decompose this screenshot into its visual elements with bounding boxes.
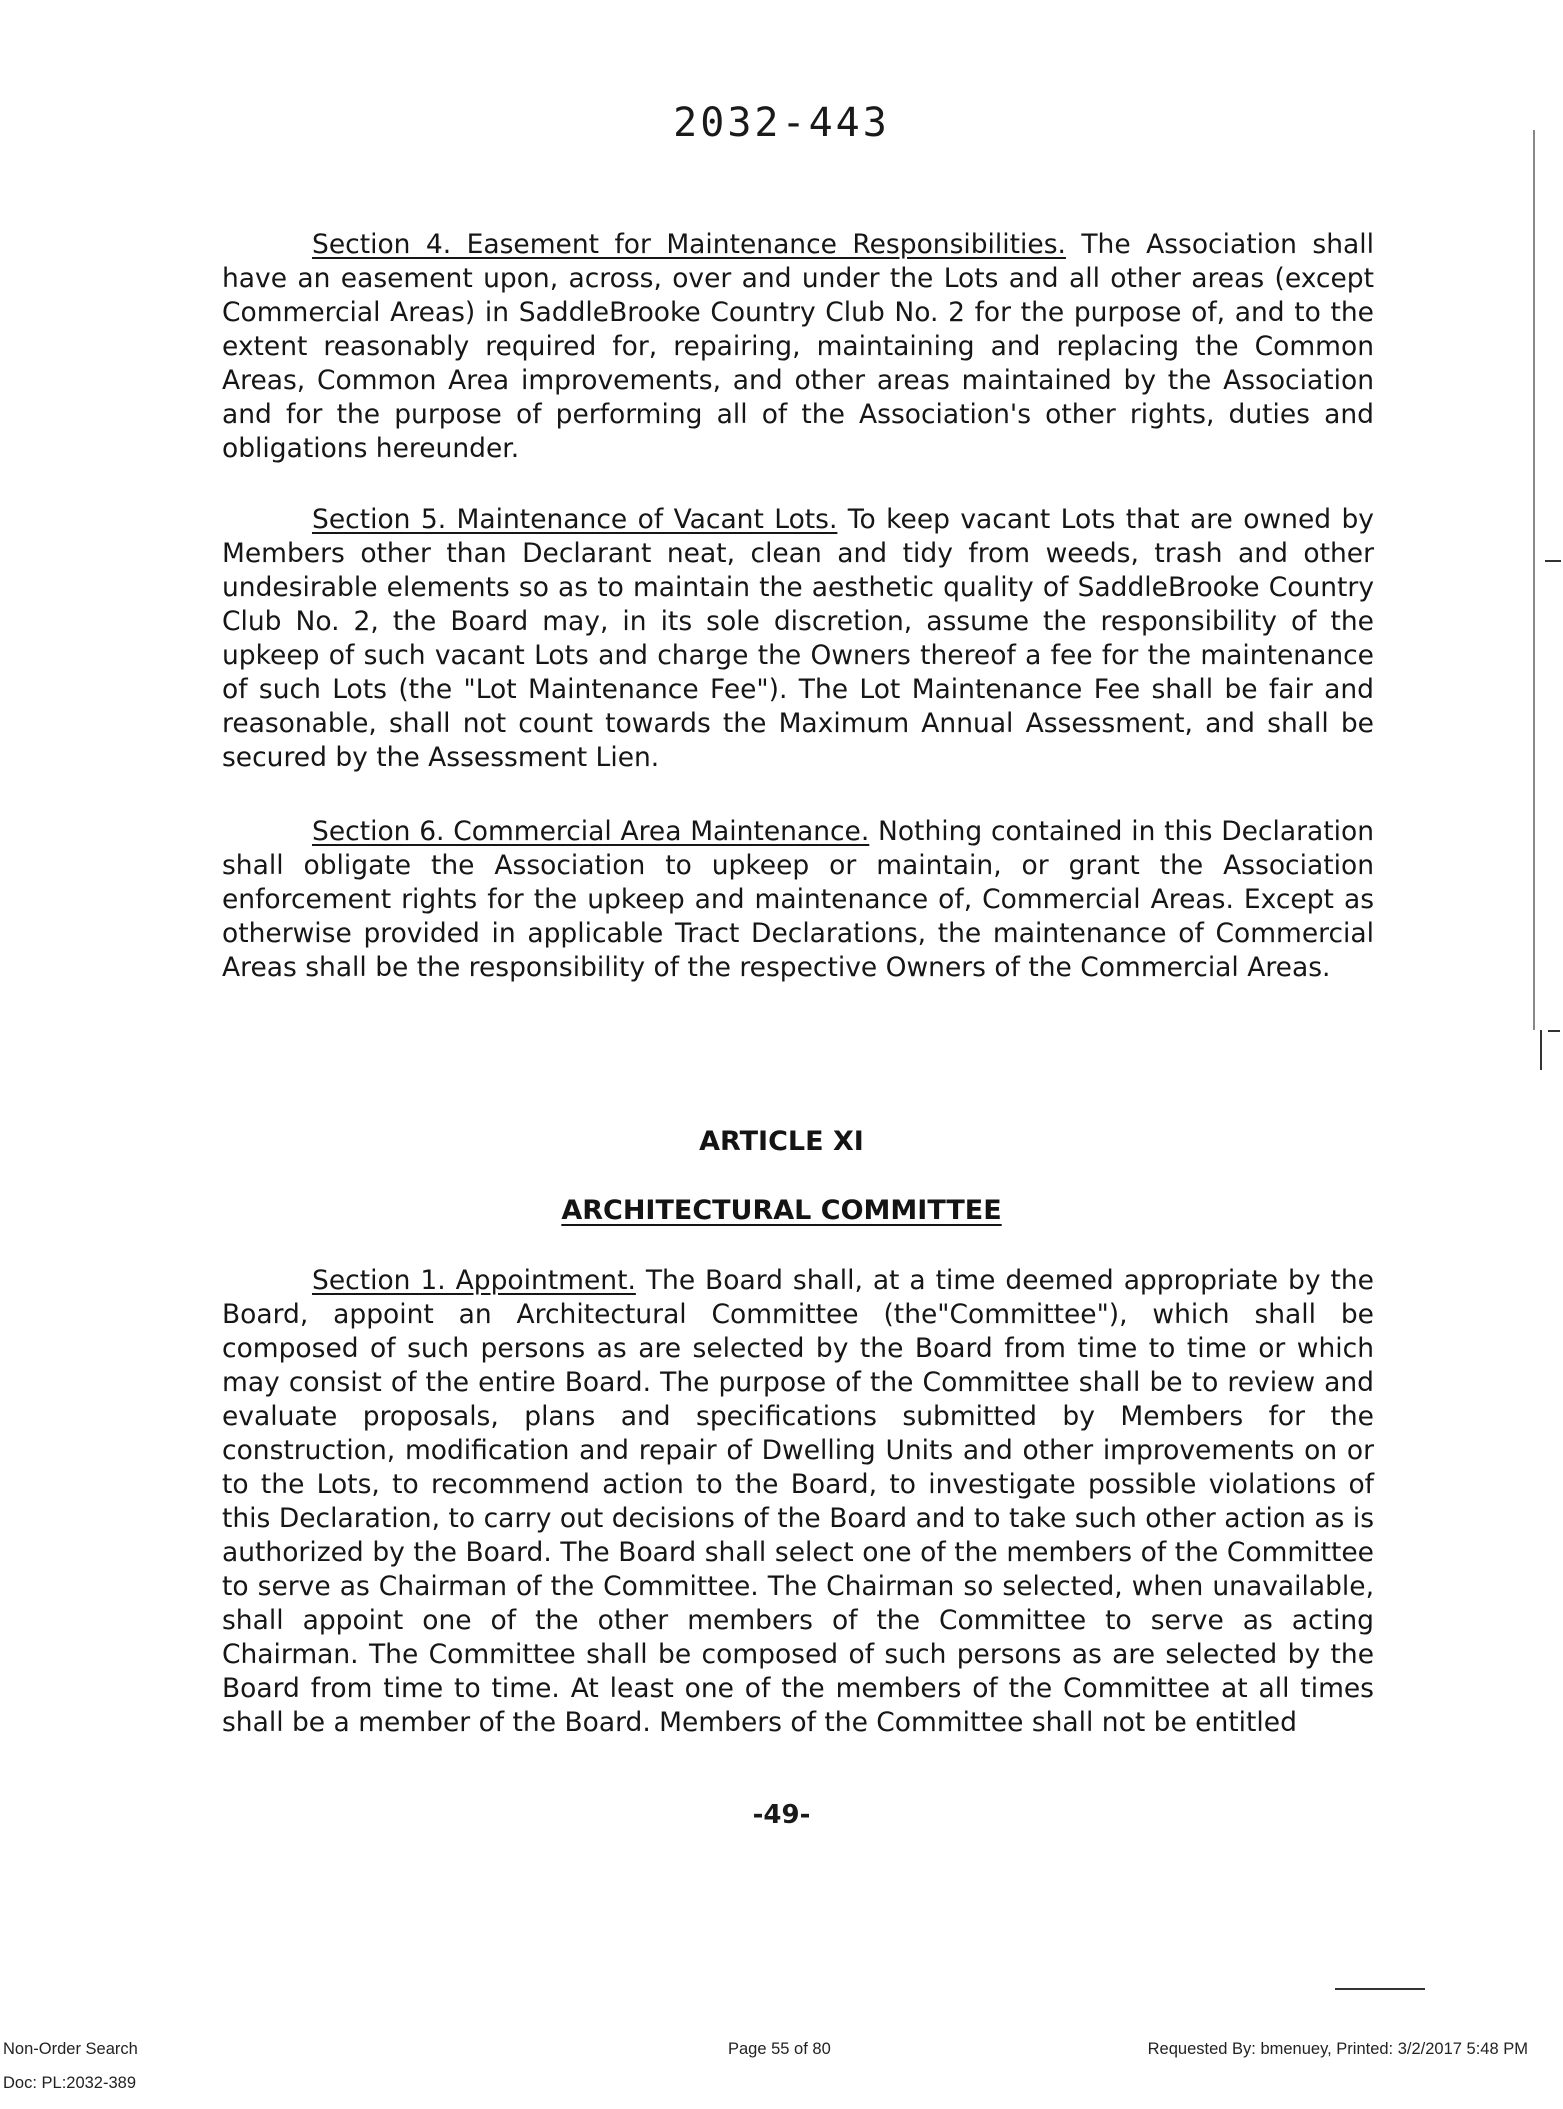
section-4-heading: Section 4. Easement for Maintenance Responsibilities. [312,229,1066,260]
section-6-heading: Section 6. Commercial Area Maintenance. [312,816,870,847]
article-title: ARCHITECTURAL COMMITTEE [561,1195,1002,1226]
scan-edge-mark [1548,1030,1560,1032]
section-6-paragraph [222,815,1374,985]
article-section-1-heading: Section 1. Appointment. [312,1265,636,1296]
section-4-paragraph [222,228,1374,466]
section-5-body: To keep vacant Lots that are owned by Members other than Declarant neat, clean and tidy from weeds, trash and other undesirable elements so as to maintain the aesthetic quality of SaddleBrooke Country Club No. 2, the Board may, in its sole discretion, assume the responsibility of the upkeep of such vacant Lots and charge the Owners thereof a fee for the maintenance of such Lots (the "Lot Maintenance Fee"). The Lot Maintenance Fee shall be fair and reasonable, shall not count towards the Maximum Annual Assessment, and shall be secured by the Assessment Lien. [222,504,1374,773]
scan-edge-mark [1540,1030,1542,1070]
section-5-heading: Section 5. Maintenance of Vacant Lots. [312,504,838,535]
footer-doc-id: Doc: PL:2032-389 [3,2074,137,2092]
document-reference-number: 2032-443 [673,100,890,146]
footer-page-of: Page 55 of 80 [728,2040,831,2058]
footer-search-type: Non-Order Search [3,2040,138,2058]
article-number: ARTICLE XI [699,1126,864,1157]
article-section-1-paragraph [222,1264,1374,1740]
section-4-body: The Association shall have an easement upon, across, over and under the Lots and all other areas (except Commercial Areas) in SaddleBrooke Country Club No. 2 for the purpose of, and to the extent reasonably required for, repairing, maintaining and replacing the Common Areas, Common Area improvements, and other areas maintained by the Association and for the purpose of performing all of the Association's other rights, duties and obligations hereunder. [222,229,1374,464]
scan-edge-mark [1533,130,1535,1030]
page-number: -49- [752,1800,811,1830]
scan-edge-mark [1545,560,1561,562]
section-6-body: Nothing contained in this Declaration shall obligate the Association to upkeep or maintain, or grant the Association enforcement rights for the upkeep and maintenance of, Commercial Areas. Except as otherwise provided in applicable Tract Declarations, the maintenance of Commercial Areas shall be the responsibility of the respective Owners of the Commercial Areas. [222,816,1374,983]
section-5-paragraph [222,503,1374,775]
footer-requested-by: Requested By: bmenuey, Printed: 3/2/2017 5:48 PM [1147,2040,1528,2058]
article-section-1-body: The Board shall, at a time deemed appropriate by the Board, appoint an Architectural Committee (the"Committee"), which shall be composed of such persons as are selected by the Board from time to time or which may consist of the entire Board. The purpose of the Committee shall be to review and evaluate proposals, plans and specifications submitted by Members for the construction, modification and repair of Dwelling Units and other improvements on or to the Lots, to recommend action to the Board, to investigate possible violations of this Declaration, to carry out decisions of the Board and to take such other action as is authorized by the Board. The Board shall select one of the members of the Committee to serve as Chairman of the Committee. The Chairman so selected, when unavailable, shall appoint one of the other members of the Committee to serve as acting Chairman. The Committee shall be composed of such persons as are selected by the Board from time to time. At least one of the members of the Committee at all times shall be a member of the Board. Members of the Committee shall not be entitled [222,1265,1374,1738]
scan-edge-mark [1335,1988,1425,1990]
